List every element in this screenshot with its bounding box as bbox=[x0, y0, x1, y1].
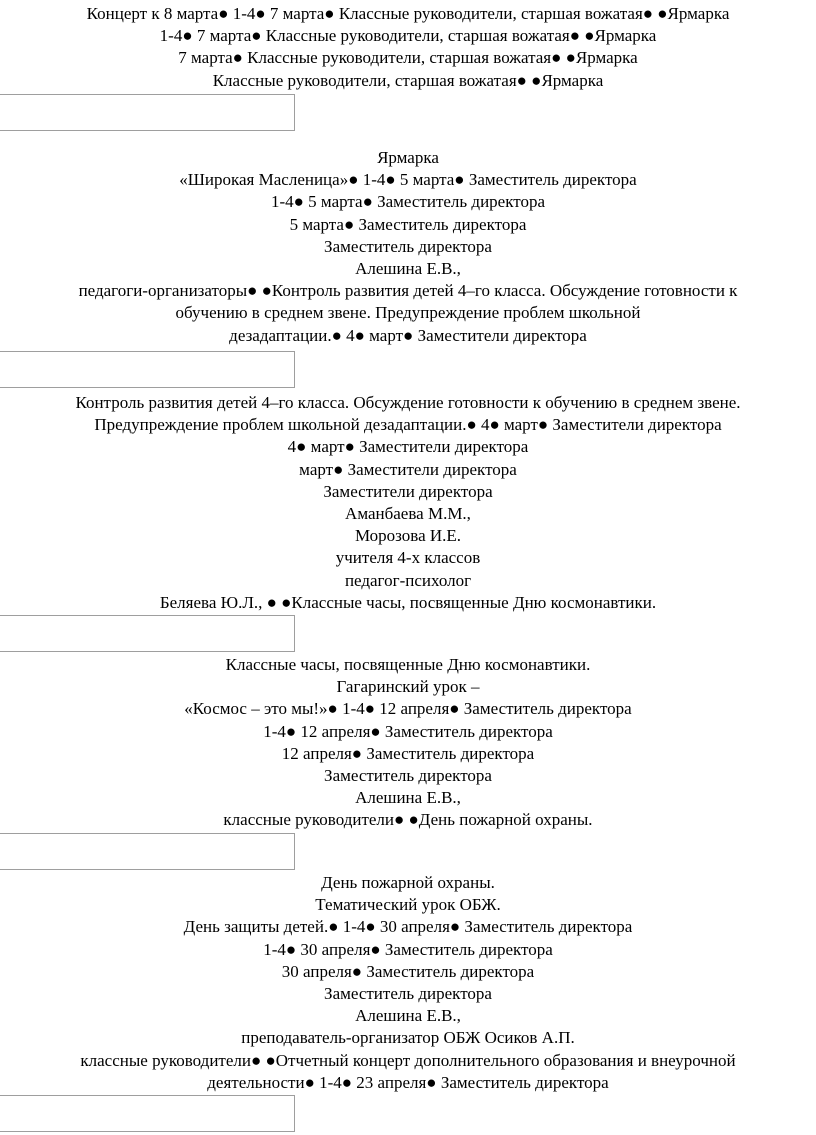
text-line: День пожарной охраны. bbox=[321, 873, 495, 892]
text-line: Концерт к 8 марта● 1-4● 7 марта● Классные руководители, старшая вожатая● ●Ярмарка bbox=[86, 4, 730, 23]
text-line: Алешина Е.В., bbox=[355, 259, 461, 279]
text-block-2 bbox=[0, 147, 816, 347]
text-line: «Широкая Масленица»● 1-4● 5 марта● Заместитель директора bbox=[179, 170, 637, 190]
empty-box bbox=[0, 351, 295, 388]
text-line: Заместители директора bbox=[323, 481, 493, 501]
empty-box bbox=[0, 615, 295, 652]
text-line: Алешина Е.В., bbox=[355, 788, 461, 808]
text-line: Беляева Ю.Л., ● ●Классные часы, посвященные Дню космонавтики. bbox=[159, 592, 657, 612]
text-line: 4● март● Заместители директора bbox=[287, 437, 529, 457]
text-line: Классные руководители, старшая вожатая● ●Ярмарка bbox=[212, 70, 604, 90]
text-line: классные руководители● ●Отчетный концерт дополнительного образования и внеурочной bbox=[80, 1050, 736, 1070]
text-line: преподаватель-организатор ОБЖ Осиков А.П. bbox=[241, 1028, 575, 1048]
text-block-1 bbox=[0, 3, 816, 92]
text-line: Алешина Е.В., bbox=[355, 1006, 461, 1026]
text-line: Заместитель директора bbox=[324, 766, 492, 786]
text-line: «Космос – это мы!»● 1-4● 12 апреля● Заместитель директора bbox=[184, 699, 632, 719]
text-line: 1-4● 5 марта● Заместитель директора bbox=[271, 192, 545, 212]
text-line: Морозова И.Е. bbox=[354, 526, 462, 546]
text-line: педагоги-организаторы● ●Контроль развития детей 4–го класса. Обсуждение готовности к bbox=[78, 281, 738, 301]
text-block-4 bbox=[0, 654, 816, 832]
text-line: Заместитель директора bbox=[324, 984, 492, 1004]
text-line: 5 марта● Заместитель директора bbox=[289, 214, 527, 234]
text-line: март● Заместители директора bbox=[299, 459, 517, 479]
text-line: Предупреждение проблем школьной дезадаптации.● 4● март● Заместители директора bbox=[94, 415, 722, 435]
text-line: Гагаринский урок – bbox=[336, 677, 480, 697]
text-line: День защиты детей.● 1-4● 30 апреля● Заместитель директора bbox=[183, 917, 633, 937]
text-line: учителя 4-х классов bbox=[335, 548, 481, 568]
text-line: Контроль развития детей 4–го класса. Обсуждение готовности к обучению в среднем звене. bbox=[75, 393, 741, 412]
text-block-3 bbox=[0, 392, 816, 614]
text-line: 1-4● 7 марта● Классные руководители, старшая вожатая● ●Ярмарка bbox=[159, 26, 657, 46]
text-line: обучению в среднем звене. Предупреждение проблем школьной bbox=[175, 303, 641, 323]
text-line: 1-4● 30 апреля● Заместитель директора bbox=[263, 939, 553, 959]
text-line: 30 апреля● Заместитель директора bbox=[281, 961, 535, 981]
empty-box bbox=[0, 94, 295, 131]
text-line: педагог-психолог bbox=[344, 570, 472, 590]
text-line: 1-4● 12 апреля● Заместитель директора bbox=[263, 721, 553, 741]
text-line: Ярмарка bbox=[377, 148, 439, 167]
empty-box bbox=[0, 1095, 295, 1132]
text-line: классные руководители● ●День пожарной охраны. bbox=[223, 810, 593, 830]
text-line: дезадаптации.● 4● март● Заместители директора bbox=[229, 325, 587, 345]
text-line: Заместитель директора bbox=[324, 236, 492, 256]
text-line: Тематический урок ОБЖ. bbox=[315, 895, 501, 915]
text-line: Классные часы, посвященные Дню космонавтики. bbox=[225, 655, 591, 674]
text-line: Аманбаева М.М., bbox=[345, 504, 471, 524]
empty-box bbox=[0, 833, 295, 870]
text-block-5 bbox=[0, 872, 816, 1094]
text-line: 12 апреля● Заместитель директора bbox=[281, 743, 535, 763]
text-line: деятельности● 1-4● 23 апреля● Заместитель директора bbox=[207, 1072, 609, 1092]
text-line: 7 марта● Классные руководители, старшая вожатая● ●Ярмарка bbox=[178, 48, 638, 68]
